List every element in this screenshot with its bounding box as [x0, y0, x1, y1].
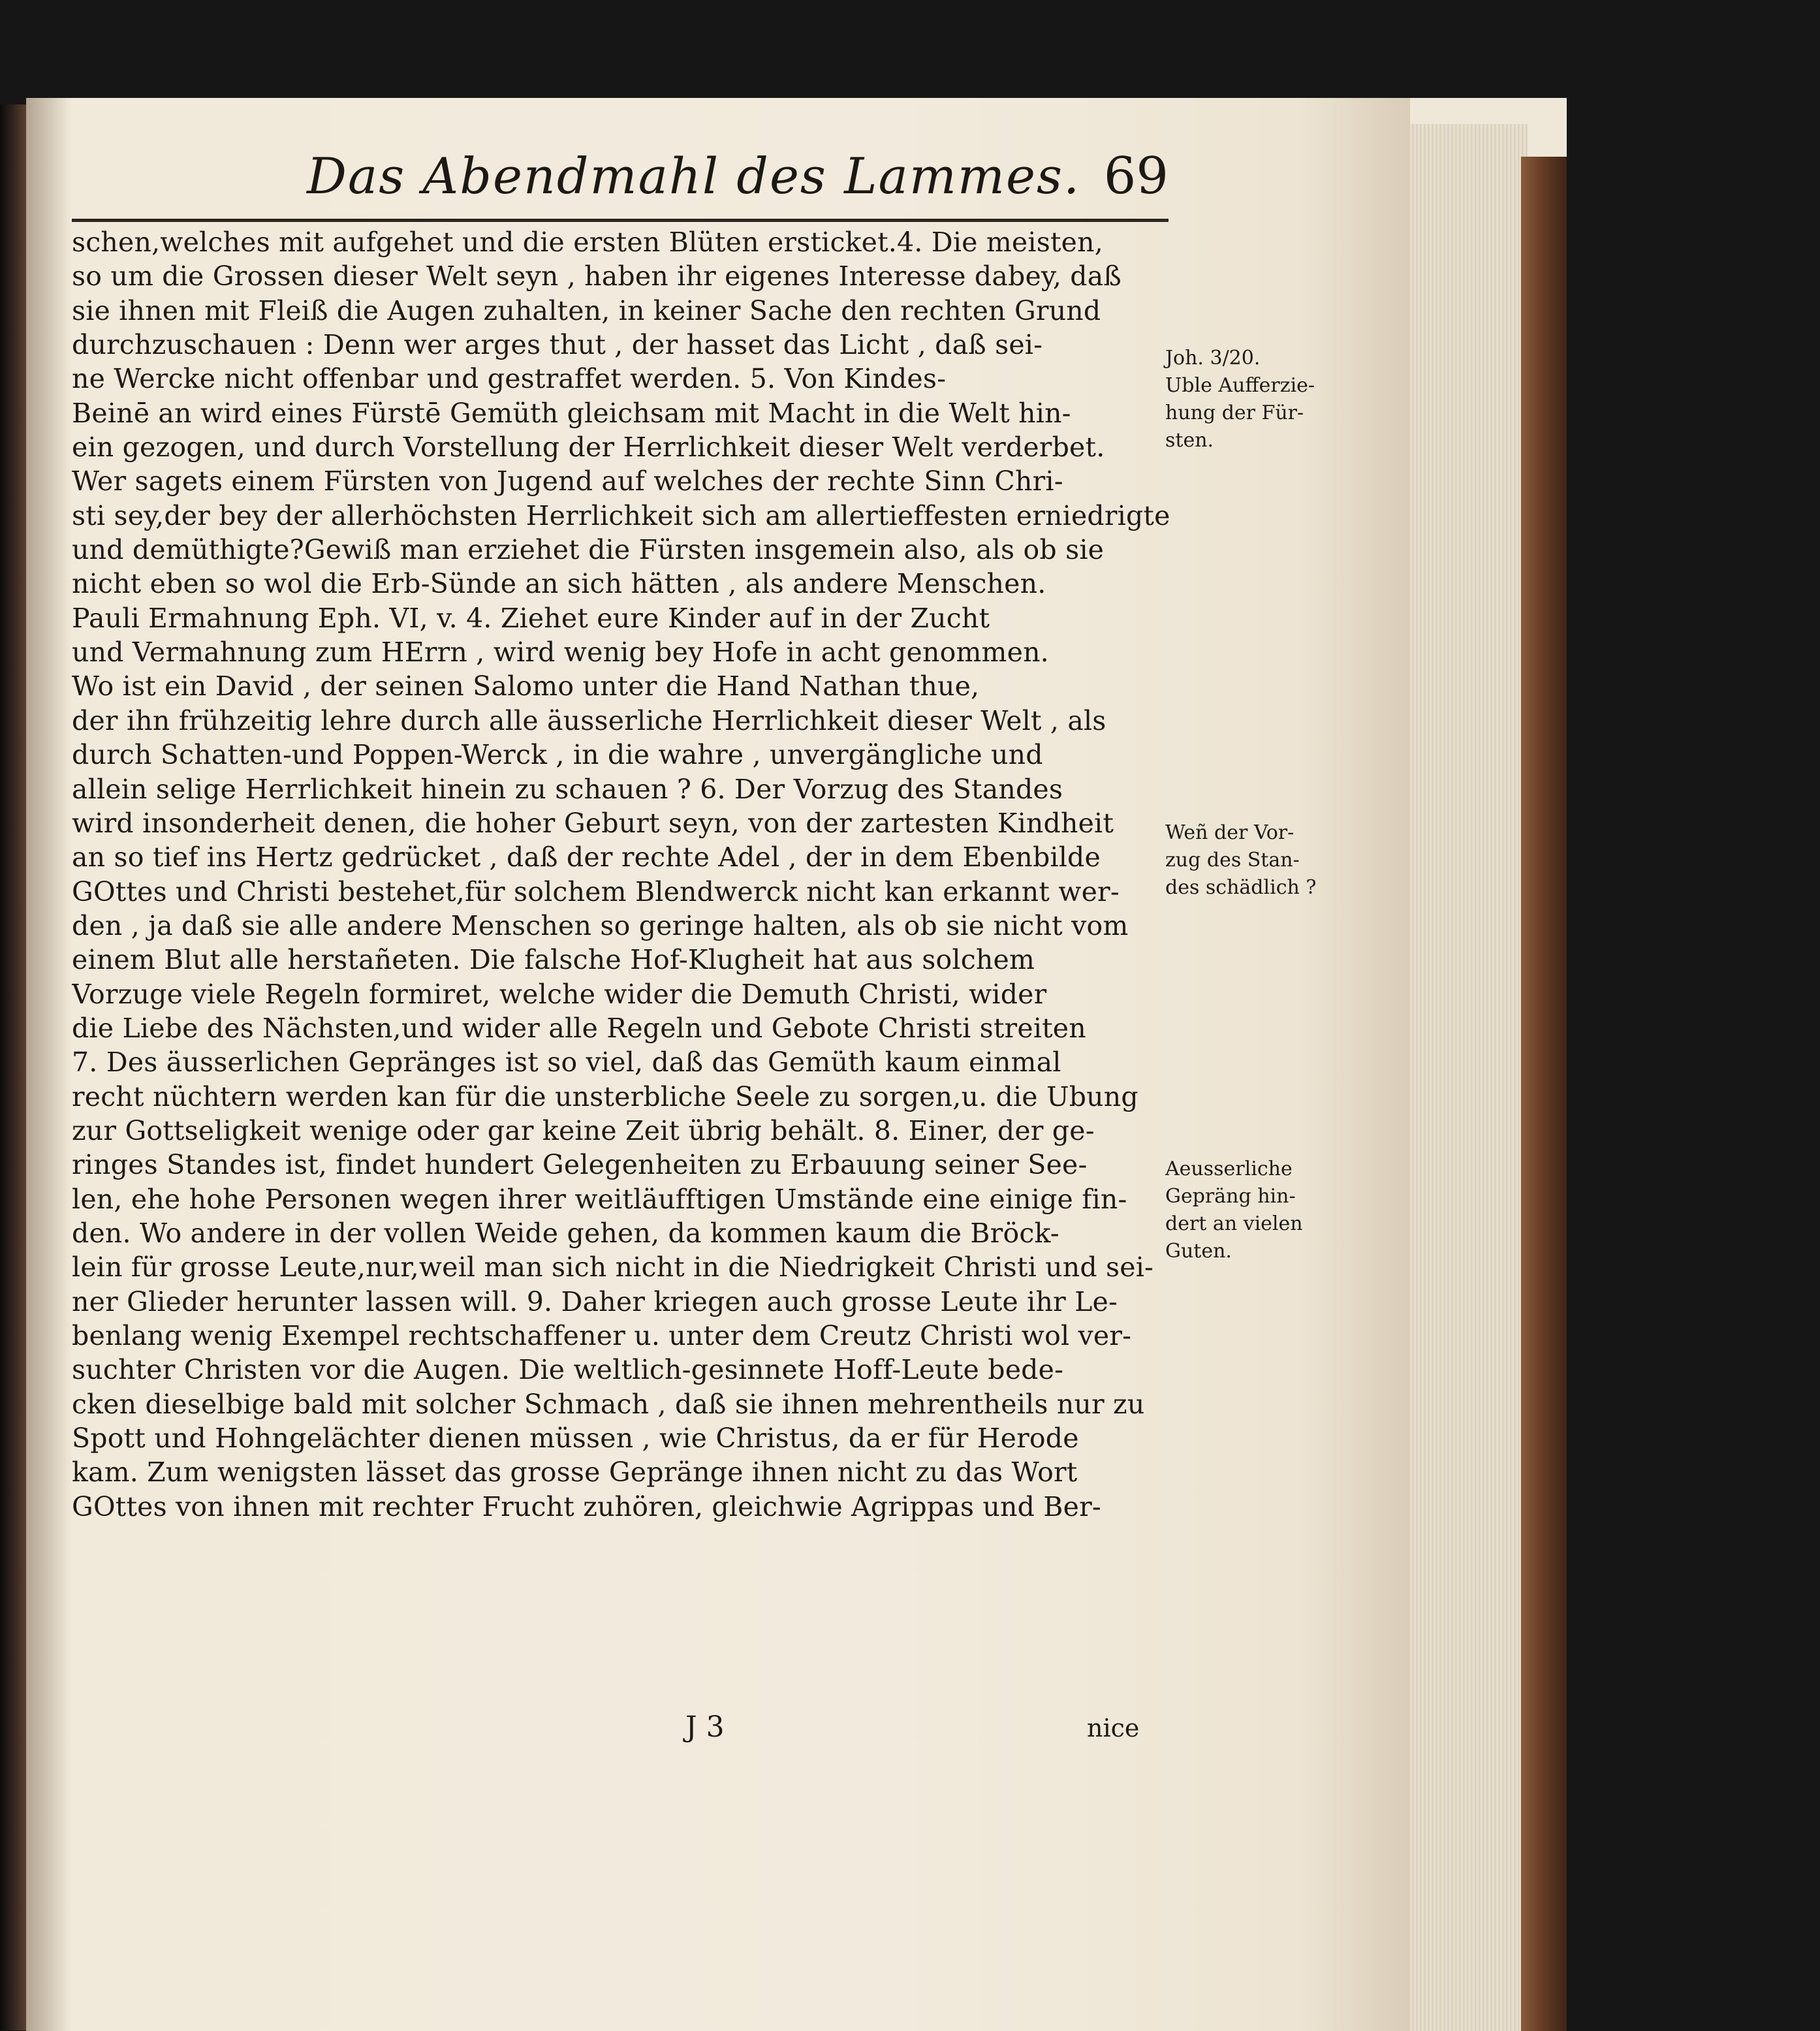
- text-line: Vorzuge viele Regeln formiret, welche wider die Demuth Christi, wider: [72, 978, 1047, 1010]
- margin-note-line: Uble Aufferzie-: [1165, 374, 1315, 397]
- text-line: zur Gottseligkeit wenige oder gar keine Zeit übrig behält. 8. Einer, der ge-: [72, 1114, 1095, 1146]
- text-line: lein für grosse Leute,nur,weil man sich nicht in die Niedrigkeit Christi und sei-: [72, 1252, 1154, 1283]
- text-line: so um die Grossen dieser Welt seyn , haben ihr eigenes Interesse dabey, daß: [72, 260, 1122, 292]
- text-line: sie ihnen mit Fleiß die Augen zuhalten, in keiner Sache den rechten Grund: [72, 294, 1101, 326]
- text-line: Spott und Hohngelächter dienen müssen , wie Christus, da er für Herode: [72, 1423, 1079, 1455]
- text-line: der ihn frühzeitig lehre durch alle äusserliche Herrlichkeit dieser Welt , als: [72, 704, 1106, 736]
- text-line: cken dieselbige bald mit solcher Schmach , daß sie ihnen mehrentheils nur zu: [72, 1388, 1145, 1420]
- text-line: durch Schatten-und Poppen-Werck , in die wahre , unvergängliche und: [72, 739, 1043, 771]
- header-rule: [72, 219, 1169, 222]
- text-line: Pauli Ermahnung Eph. VI, v. 4. Ziehet eure Kinder auf in der Zucht: [72, 602, 990, 634]
- text-line: den , ja daß sie alle andere Menschen so geringe halten, als ob sie nicht vom: [72, 909, 1129, 941]
- running-title: Das Abendmahl des Lammes.: [307, 147, 1081, 205]
- text-line: allein selige Herrlichkeit hinein zu schauen ? 6. Der Vorzug des Standes: [72, 773, 1063, 805]
- text-line: an so tief ins Hertz gedrücket , daß der rechte Adel , der in dem Ebenbilde: [72, 842, 1101, 874]
- text-line: durchzuschauen : Denn wer arges thut , der hasset das Licht , daß sei-: [72, 329, 1043, 361]
- text-line: Beinē an wird eines Fürstē Gemüth gleichsam mit Macht in die Welt hin-: [72, 397, 1071, 429]
- text-line: 7. Des äusserlichen Gepränges ist so viel, daß das Gemüth kaum einmal: [72, 1047, 1061, 1078]
- text-line: benlang wenig Exempel rechtschaffener u. unter dem Creutz Christi wol ver-: [72, 1320, 1132, 1351]
- page-header: [307, 147, 1169, 219]
- margin-note-line: Gepräng hin-: [1165, 1185, 1296, 1208]
- text-line: ner Glieder herunter lassen will. 9. Daher kriegen auch grosse Leute ihr Le-: [72, 1285, 1118, 1317]
- text-line: den. Wo andere in der vollen Weide gehen, da kommen kaum die Bröck-: [72, 1217, 1059, 1249]
- margin-note-line: Joh. 3/20.: [1165, 347, 1261, 370]
- signature-mark: J 3: [685, 1710, 725, 1744]
- margin-note-line: Aeusserliche: [1165, 1157, 1293, 1180]
- book-cover-edge: [1521, 157, 1567, 2031]
- text-line: einem Blut alle herstañeten. Die falsche Hof-Klugheit hat aus solchem: [72, 944, 1035, 976]
- margin-note-line: dert an vielen: [1165, 1212, 1303, 1235]
- margin-note-line: zug des Stan-: [1165, 849, 1300, 872]
- text-line: GOttes von ihnen mit rechter Frucht zuhören, gleichwie Agrippas und Ber-: [72, 1490, 1101, 1522]
- margin-note: [1165, 1156, 1335, 1265]
- text-line: ringes Standes ist, findet hundert Gelegenheiten zu Erbauung seiner See-: [72, 1149, 1088, 1181]
- catchword: nice: [1087, 1714, 1140, 1742]
- margin-note-line: sten.: [1165, 429, 1214, 452]
- body-text: [72, 225, 1182, 1524]
- margin-note-line: Guten.: [1165, 1240, 1232, 1263]
- text-line: len, ehe hohe Personen wegen ihrer weitläufftigen Umstände eine einige fin-: [72, 1183, 1127, 1215]
- page-gutter-shadow: [26, 98, 72, 2031]
- page-number: 69: [1103, 147, 1169, 206]
- text-line: recht nüchtern werden kan für die unsterbliche Seele zu sorgen,u. die Ubung: [72, 1080, 1138, 1112]
- text-line: sti sey,der bey der allerhöchsten Herrlichkeit sich am allertieffesten erniedrigte: [72, 499, 1170, 531]
- text-line: wird insonderheit denen, die hoher Geburt seyn, von der zartesten Kindheit: [72, 807, 1114, 839]
- text-line: die Liebe des Nächsten,und wider alle Regeln und Gebote Christi streiten: [72, 1012, 1086, 1044]
- text-line: schen,welches mit aufgehet und die ersten Blüten ersticket.4. Die meisten,: [72, 227, 1103, 258]
- text-line: GOttes und Christi bestehet,für solchem Blendwerck nicht kan erkannt wer-: [72, 875, 1120, 907]
- text-line: Wer sagets einem Fürsten von Jugend auf welches der rechte Sinn Chri-: [72, 465, 1063, 497]
- text-line: und demüthigte?Gewiß man erziehet die Fürsten insgemein also, als ob sie: [72, 534, 1105, 566]
- text-line: nicht eben so wol die Erb-Sünde an sich hätten , als andere Menschen.: [72, 568, 1046, 600]
- book-binding-left-edge: [0, 104, 26, 2030]
- text-line: suchter Christen vor die Augen. Die weltlich-gesinnete Hoff-Leute bede-: [72, 1354, 1064, 1386]
- margin-note-line: des schädlich ?: [1165, 876, 1317, 899]
- text-line: ein gezogen, und durch Vorstellung der Herrlichkeit dieser Welt verderbet.: [72, 432, 1105, 464]
- text-line: und Vermahnung zum HErrn , wird wenig bey Hofe in acht genommen.: [72, 637, 1049, 669]
- margin-note: [1165, 819, 1335, 902]
- text-line: ne Wercke nicht offenbar und gestraffet werden. 5. Von Kindes-: [72, 363, 947, 395]
- page-edges: [1410, 124, 1528, 2031]
- margin-note-line: hung der Für-: [1165, 401, 1304, 424]
- text-line: Wo ist ein David , der seinen Salomo unter die Hand Nathan thue,: [72, 670, 980, 702]
- text-line: kam. Zum wenigsten lässet das grosse Gepränge ihnen nicht zu das Wort: [72, 1456, 1078, 1488]
- margin-note-line: Weñ der Vor-: [1165, 821, 1294, 844]
- margin-note: [1165, 345, 1335, 454]
